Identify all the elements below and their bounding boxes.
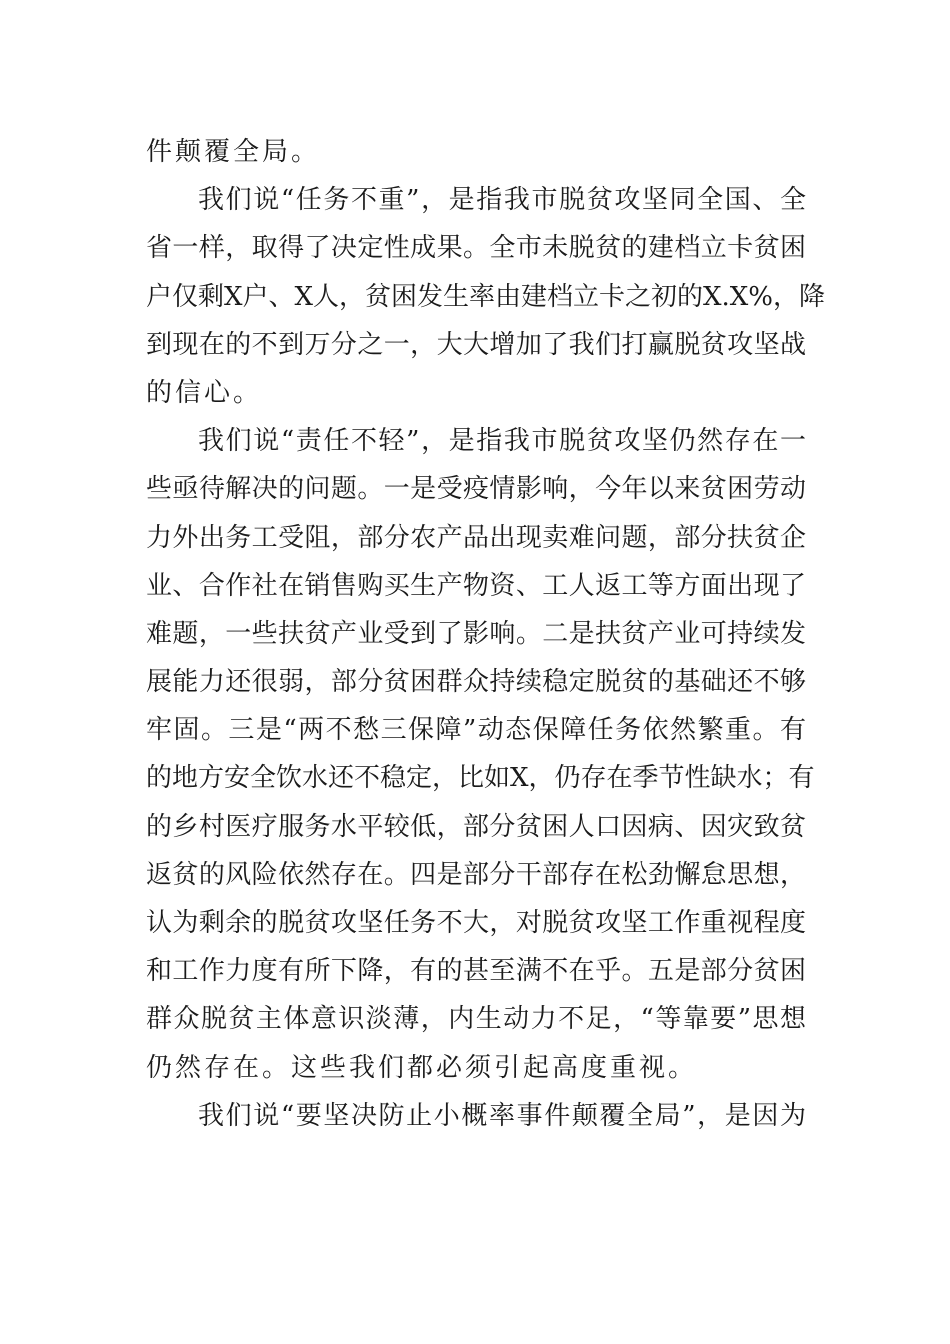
text-line: 牢固。三是“两不愁三保障”动态保障任务依然繁重。有	[146, 715, 806, 746]
text-line: 和工作力度有所下降，有的甚至满不在乎。五是部分贫困	[146, 956, 806, 987]
text-line: 我们说“要坚决防止小概率事件颠覆全局”，是因为	[198, 1100, 806, 1131]
text-line: 我们说“任务不重”，是指我市脱贫攻坚同全国、全	[198, 185, 806, 216]
text-line: 难题，一些扶贫产业受到了影响。二是扶贫产业可持续发	[146, 618, 806, 649]
text-line: 认为剩余的脱贫攻坚任务不大，对脱贫攻坚工作重视程度	[146, 908, 806, 938]
text-line: 省一样，取得了决定性成果。全市未脱贫的建档立卡贫困	[146, 233, 806, 264]
text-line: 的信心。	[146, 377, 263, 408]
text-line: 的地方安全饮水还不稳定，比如X，仍存在季节性缺水；有	[146, 763, 815, 794]
text-line: 户仅剩X户、X人，贫困发生率由建档立卡之初的X.X%，降	[146, 281, 826, 312]
text-line: 力外出务工受阻，部分农产品出现卖难问题，部分扶贫企	[146, 522, 806, 553]
text-line: 返贫的风险依然存在。四是部分干部存在松劲懈怠思想，	[146, 859, 806, 890]
text-line: 业、合作社在销售购买生产物资、工人返工等方面出现了	[146, 570, 806, 601]
text-line: 件颠覆全局。	[146, 137, 321, 167]
text-line: 些亟待解决的问题。一是受疫情影响，今年以来贫困劳动	[146, 474, 806, 505]
text-line: 群众脱贫主体意识淡薄，内生动力不足，“等靠要”思想	[146, 1004, 806, 1035]
text-line: 仍然存在。这些我们都必须引起高度重视。	[146, 1052, 698, 1083]
text-line: 的乡村医疗服务水平较低，部分贫困人口因病、因灾致贫	[146, 811, 806, 842]
body-text	[146, 128, 826, 1140]
text-line: 展能力还很弱，部分贫困群众持续稳定脱贫的基础还不够	[146, 667, 806, 698]
text-line: 我们说“责任不轻”，是指我市脱贫攻坚仍然存在一	[198, 426, 806, 457]
text-line: 到现在的不到万分之一，大大增加了我们打赢脱贫攻坚战	[146, 329, 806, 360]
